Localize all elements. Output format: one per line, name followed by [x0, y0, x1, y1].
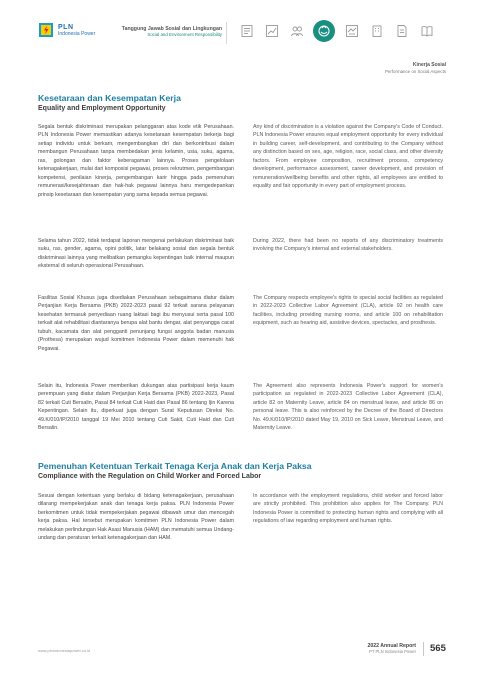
footer-divider: [423, 642, 424, 656]
section-title: [122, 27, 222, 38]
section1-heading-id: Kesetaraan dan Kesempatan Kerja: [38, 93, 181, 103]
breadcrumb-subtitle: Performance on Social Aspects: [384, 68, 446, 74]
footer-report-sub: PT PLN Indonesia Power: [369, 648, 416, 654]
handshake-icon[interactable]: [343, 20, 360, 42]
page-header: [0, 0, 480, 60]
section2-heading-id: Pemenuhan Ketentuan Terkait Tenaga Kerja Anak dan Kerja Paksa: [38, 461, 312, 471]
footer-report: [367, 644, 416, 654]
paragraph-id: Selain itu, Indonesia Power memberikan dukungan atas partisipasi kerja kaum perempuan yang diatur dalam Perjanjian Kerja Bersama (PKB) 2022-2023, Pasal 82 terkait Cuti Bersalin, Pasal 84 terkait Cuti Haid dan Pasal 86 tentang Ijin Karena Kepentingan. Selain itu, diperkuat juga dengan Surat Keputusan Direksi No. 49.K/010/IP/2010 tanggal 19 Mei 2010 tentang Cuti Sakit, Cuti Haid dan Cuti Bersalin.: [38, 383, 234, 432]
leaf-chart-icon[interactable]: [263, 20, 280, 42]
people-icon[interactable]: [288, 20, 305, 42]
breadcrumb: [385, 63, 446, 74]
report-icon[interactable]: [238, 20, 255, 42]
section2-heading-en: Compliance with the Regulation on Child Worker and Forced Labor: [38, 473, 262, 480]
breadcrumb-title: Kinerja Sosial: [412, 62, 446, 68]
paragraph-en: The Agreement also represents Indonesia Power's support for women's participation as regulated in 2022-2023 Collective Labor Agreement (CLA), article 82 on Maternity Leave, article 84 on menstrual leave, and article 86 on personal leave. This is also reinforced by the Decree of the Board of Directors No. 49.K/010/IP/2010 dated May 19, 2010 on Sick Leave, Menstrual Leave, and Maternity Leave.: [253, 383, 443, 432]
logo-name: PLN: [58, 23, 74, 31]
paragraph-id: Fasilitas Sosial Khusus juga disediakan Perusahaan sebagaimana diatur dalam Perjanjian Kerja Bersama (PKB) 2022-2023 pasal 92 terkait sarana pelayanan kesehatan termasuk penyediaan ruang laktasi bagi ibu menyusui serta pasal 100 terkait alat rehabilitasi diantaranya berupa alat bantu dengar, alat penyangga cacat tubuh, kacamata dan alat pengganti penunjang fungsi anggota badan manusia (Prothesa) merupakan wujud komitmen Indonesia Power dalam memenuhi hak Pegawai.: [38, 295, 234, 352]
footer-report-title: 2022 Annual Report: [367, 643, 416, 649]
paragraph-id: Selama tahun 2022, tidak terdapat laporan mengenai perlakukan diskriminasi baik suku, ras, gender, agama, opini politik, latar belakang sosial dan segala bentuk diskriminasi lainnya yang melibatkan pemangku kepentingan baik internal maupun eksternal di seluruh operasional Perusahaan.: [38, 238, 234, 270]
footer-url: www.plnindonesiapower.co.id: [38, 648, 91, 653]
pln-logo-icon: [38, 22, 54, 38]
section1-heading-en: Equality and Employment Opportunity: [38, 105, 166, 112]
building-icon[interactable]: [368, 20, 385, 42]
book-icon[interactable]: [418, 20, 435, 42]
paragraph-en: The Company respects employee's rights to special social facilities as regulated in 2022-2023 Collective Labor Agreement (CLA), article 92 on health care facilities, including providing nursing rooms, and article 100 on rehabilitation equipment, such as hearing aid, assistive devices, spectacles, and prosthesis.: [253, 295, 443, 327]
header-divider: [226, 22, 227, 44]
logo-subname: Indonesia Power: [58, 30, 96, 37]
paragraph-en: Any kind of discrimination is a violation against the Company's Code of Conduct. PLN Indonesia Power ensures equal employment opportunity for every individual in building career, self-development, and contributing to the Company without any distinction based on sex, age, religion, race, social class, and other diversity factors. From employee composition, recruitment process, competency development, performance assessment, career development, and provision of remuneration/wellbeing benefits and other rights, all employees are entitled to equality and fair opportunity in every part of employment process.: [253, 124, 443, 190]
section-title-en: Social and Environment Responsibility: [147, 31, 222, 37]
paragraph-id: Segala bentuk diskriminasi merupakan pelanggaran atas kode etik Perusahaan. PLN Indonesia Power memastikan adanya kesetaraan kesempatan bekerja bagi setiap individu untuk berkarir, mengembangkan diri dan berkontribusi dalam membangun Perusahaan tanpa membedakan jenis kelamin, usia, suku, agama, ras, golongan dan faktor keberagaman lainnya. Proses pengelolaan ketenagakerjaan, mulai dari komposisi pegawai, proses rekrutmen, pengembangan kompetensi, penilaian kinerja, pengembangan karir hingga pada pemenuhan remunerasi/kesejahteraan dan hak-hak pegawai lainnya haru mengedepankan prinsip kesetaraan dan kesempatan yang sama kepada semua pegawai.: [38, 124, 234, 198]
paragraph-en: During 2022, there had been no reports of any discriminatory treatments involving the Company's internal and external stakeholders.: [253, 238, 443, 253]
chapter-nav: [238, 20, 443, 42]
recycle-icon[interactable]: [313, 20, 335, 42]
paragraph-id: Sesuai dengan ketentuan yang berlaku di bidang ketenagakerjaan, perusahaan dilarang mempekerjakan anak dan tenaga kerja paksa. PLN Indonesia Power berkomitmen untuk tidak mempekerjakan pegawai dibawah umur dan mencegah kerja paksa. Hal tersebut merupakan komitmen PLN Indonesia Power dalam melakukan perlindungan Hak Asasi Manusia (HAM) dan mematuhi semua Undang-undang dan peraturan terkait ketenagakerjaan dan HAM.: [38, 493, 234, 542]
company-logo: [38, 22, 95, 38]
paragraph-en: In accordance with the employment regulations, child worker and forced labor are strictly prohibited. This prohibition also applies for The Company. PLN Indonesia Power is committed to protecting human rights and complying with all regulations of law regarding employment and human rights.: [253, 493, 443, 525]
section-title-id: Tanggung Jawab Sosial dan Lingkungan: [121, 26, 222, 32]
page-number: 565: [430, 643, 446, 654]
document-icon[interactable]: [393, 20, 410, 42]
